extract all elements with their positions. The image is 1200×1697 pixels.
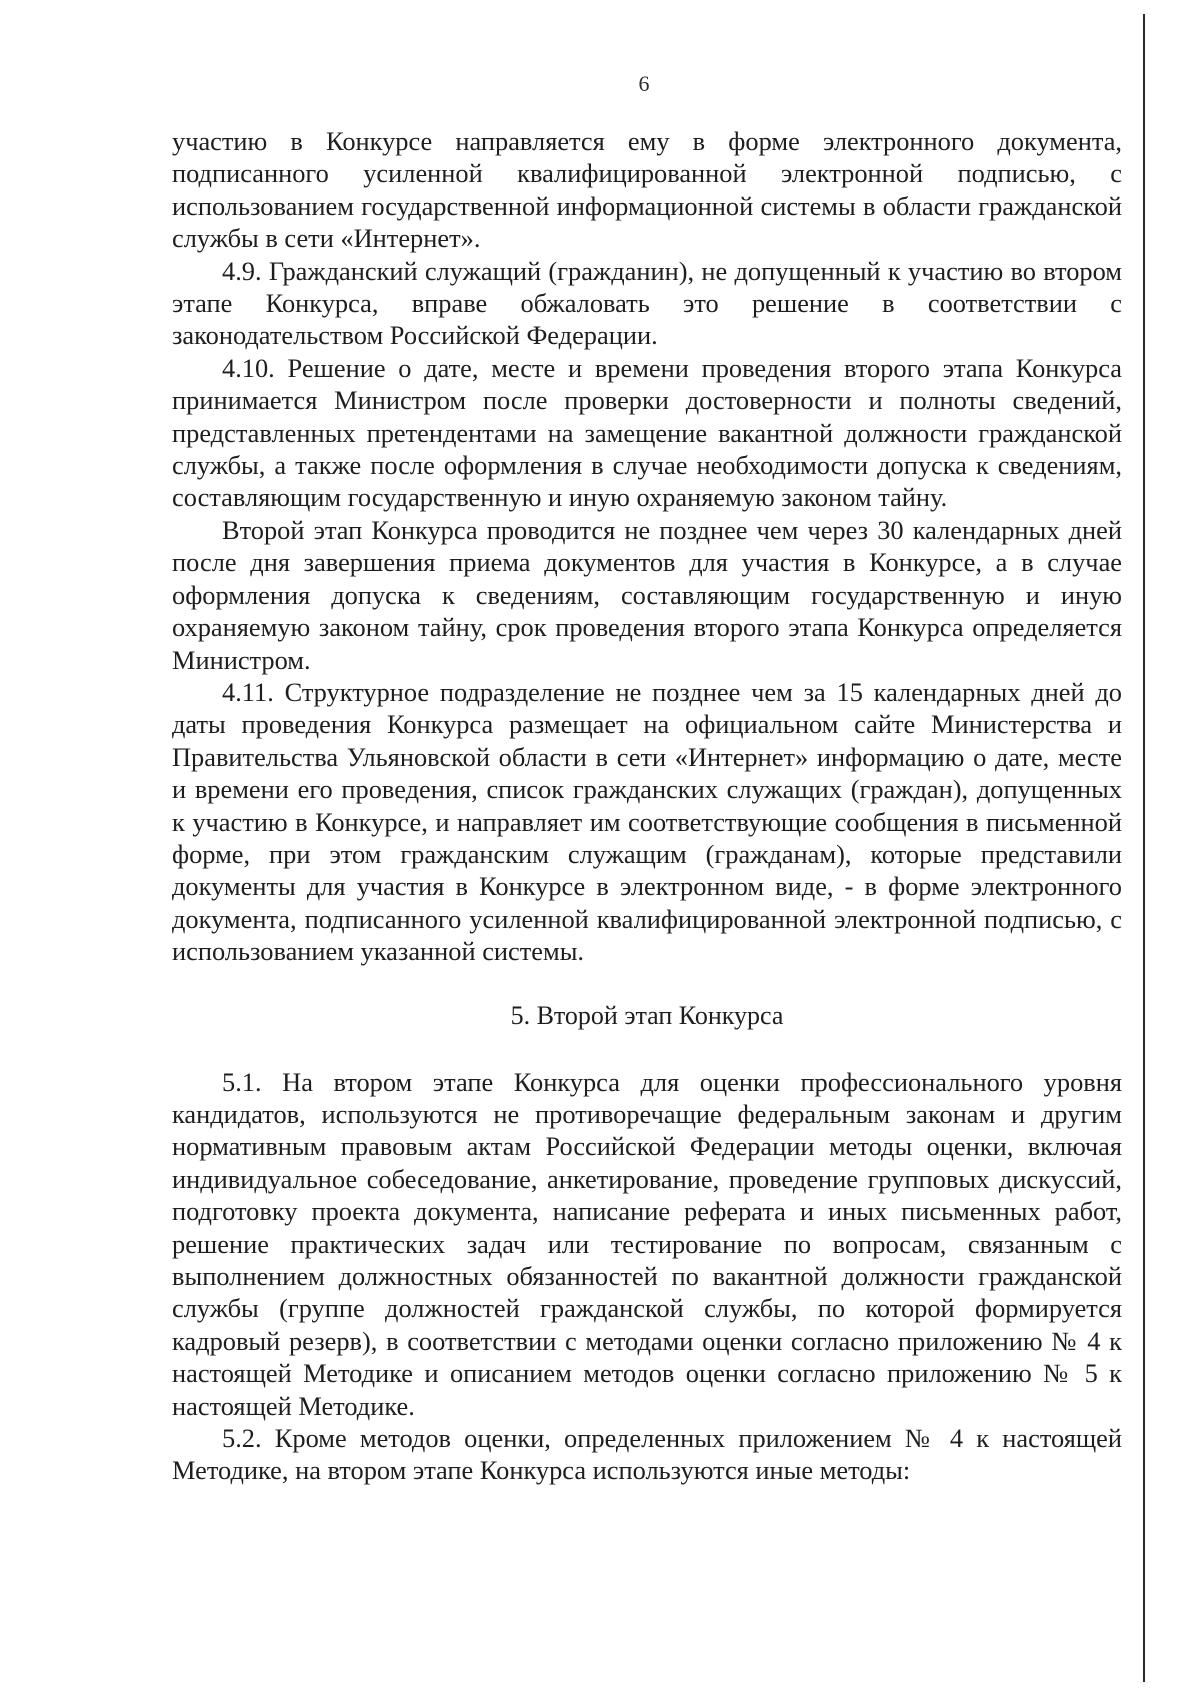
paragraph-4-9: 4.9. Гражданский служащий (гражданин), не допущенный к участию во втором этапе Конкурса, вправе обжаловать это решение в соответствии с законодательством Российской Федерации. xyxy=(172,255,1122,351)
paragraph-4-10: 4.10. Решение о дате, месте и времени проведения второго этапа Конкурса принимается Министром после проверки достоверности и полноты сведений, представленных претендентами на замещение вакантной должности гражданской службы, а также после оформления в случае необходимости допуска к сведениям, составляющим государственную и иную охраняемую законом тайну. xyxy=(172,352,1122,513)
paragraph-4-11: 4.11. Структурное подразделение не позднее чем за 15 календарных дней до даты проведения Конкурса размещает на официальном сайте Министерства и Правительства Ульяновской области в сети «Интернет» информацию о дате, месте и времени его проведения, список гражданских служащих (граждан), допущенных к участию в Конкурсе, и направляет им соответствующие сообщения в письменной форме, при этом гражданским служащим (гражданам), которые представили документы для участия в Конкурсе в электронном виде, - в форме электронного документа, подписанного усиленной квалифицированной электронной подписью, с использованием указанной системы. xyxy=(172,676,1122,967)
page-number: 6 xyxy=(638,71,650,96)
document-body xyxy=(172,125,1122,1487)
paragraph-continuation: участию в Конкурсе направляется ему в форме электронного документа, подписанного усиленной квалифицированной электронной подписью, с использованием государственной информационной системы в области гражданской службы в сети «Интернет». xyxy=(172,126,1122,254)
paragraph-5-1: 5.1. На втором этапе Конкурса для оценки профессионального уровня кандидатов, используются не противоречащие федеральным законам и другим нормативным правовым актам Российской Федерации методы оценки, включая индивидуальное собеседование, анкетирование, проведение групповых дискуссий, подготовку проекта документа, написание реферата и иных письменных работ, решение практических задач или тестирование по вопросам, связанным с выполнением должностных обязанностей по вакантной должности гражданской службы (группе должностей гражданской службы, по которой формируется кадровый резерв), в соответствии с методами оценки согласно приложению № 4 к настоящей Методике и описанием методов оценки согласно приложению № 5 к настоящей Методике. xyxy=(172,1066,1122,1421)
section-heading: 5. Второй этап Конкурса xyxy=(510,1000,784,1030)
scan-edge-line xyxy=(1143,14,1145,1682)
paragraph-4-10-second-stage-timing: Второй этап Конкурса проводится не позднее чем через 30 календарных дней после дня завершения приема документов для участия в Конкурсе, а в случае оформления допуска к сведениям, составляющим государственную и иную охраняемую законом тайну, срок проведения второго этапа Конкурса определяется Министром. xyxy=(172,514,1122,675)
paragraph-5-2: 5.2. Кроме методов оценки, определенных приложением № 4 к настоящей Методике, на втором этапе Конкурса используются иные методы: xyxy=(172,1423,1122,1486)
